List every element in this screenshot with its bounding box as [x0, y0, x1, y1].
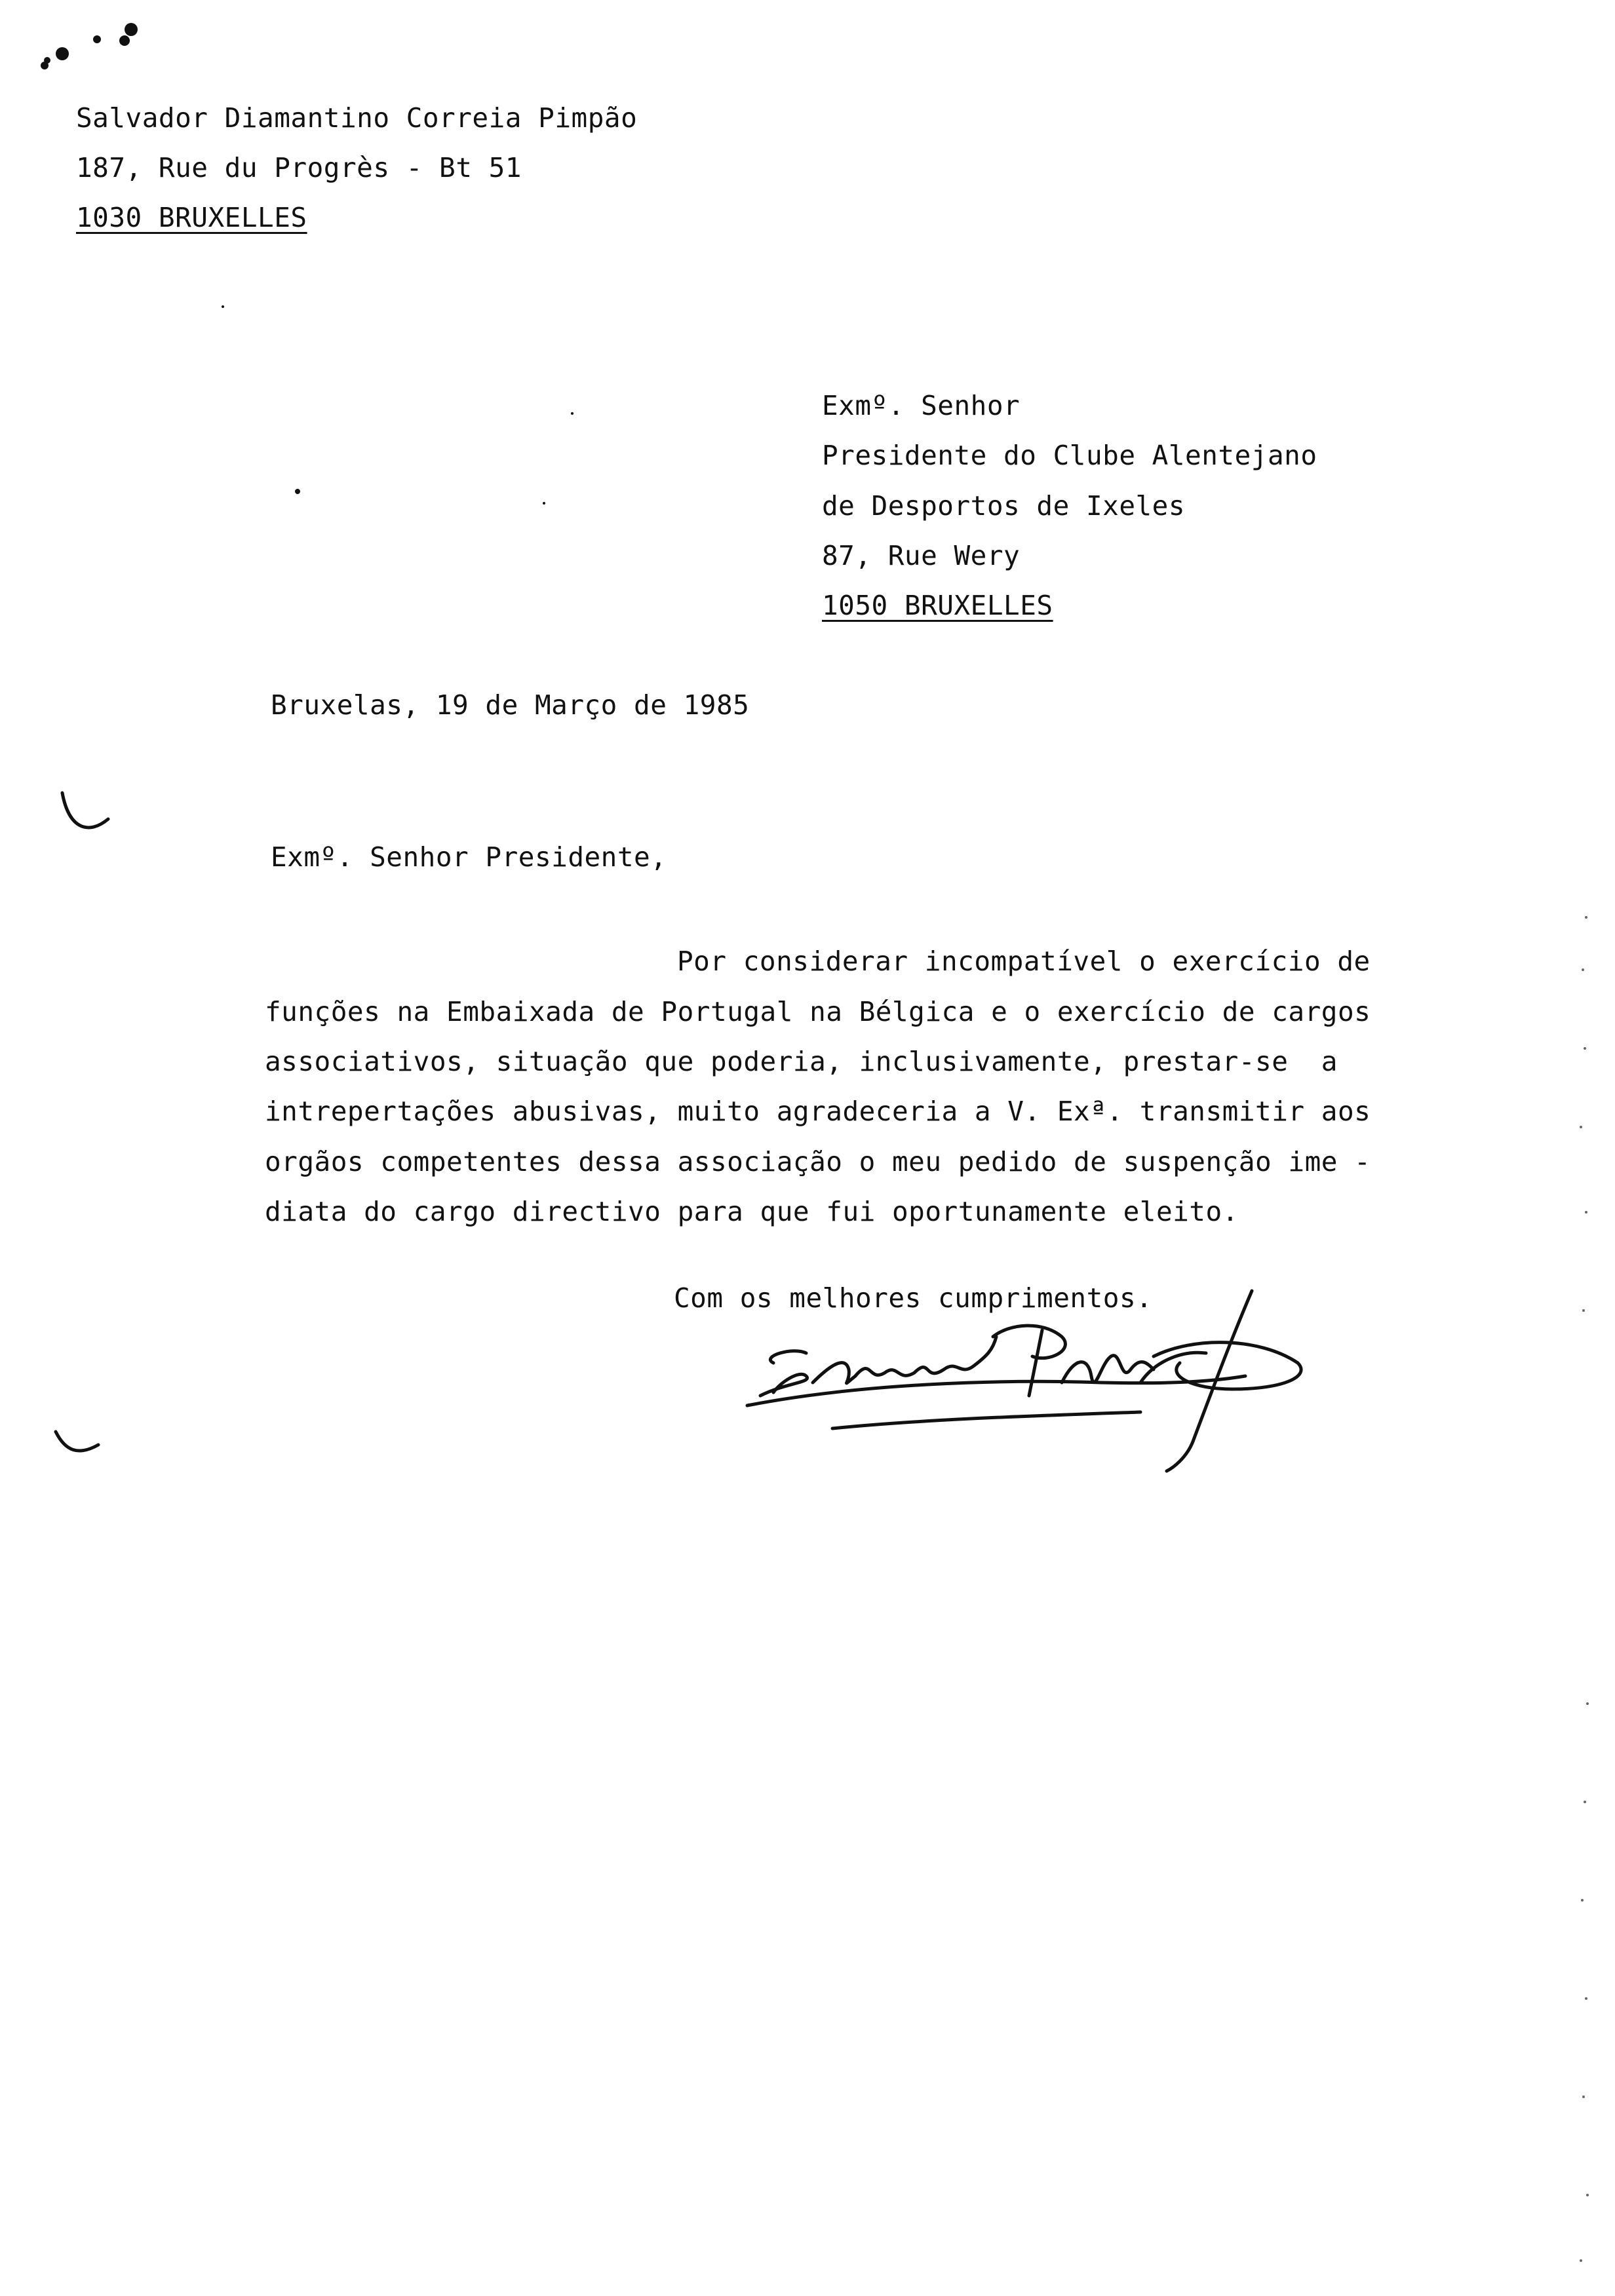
body-line: funções na Embaixada de Portugal na Bélgica e o exercício de cargos — [265, 996, 1371, 1027]
recipient-line1: Presidente do Clube Alentejano — [822, 440, 1317, 471]
body-line: Por considerar incompatível o exercício de — [677, 946, 1371, 977]
sender-name: Salvador Diamantino Correia Pimpão — [76, 102, 638, 134]
date-line: Bruxelas, 19 de Março de 1985 — [271, 689, 750, 721]
body-line: orgãos competentes dessa associação o meu pedido de suspenção ime - — [265, 1146, 1371, 1177]
recipient-salutation: Exmº. Senhor — [822, 390, 1021, 421]
recipient-city: 1050 BRUXELLES — [822, 590, 1053, 621]
sender-street: 187, Rue du Progrès - Bt 51 — [76, 152, 522, 183]
sender-city: 1030 BRUXELLES — [76, 202, 307, 233]
body-line: diata do cargo directivo para que fui oportunamente eleito. — [265, 1196, 1239, 1227]
salutation: Exmº. Senhor Presidente, — [271, 841, 667, 873]
recipient-line2: de Desportos de Ixeles — [822, 490, 1186, 522]
body-line: associativos, situação que poderia, inclusivamente, prestar-se a — [265, 1046, 1338, 1077]
closing: Com os melhores cumprimentos. — [674, 1282, 1153, 1314]
body-line: intrepertações abusivas, muito agradeceria a V. Exª. transmitir aos — [265, 1096, 1371, 1127]
signature-icon — [734, 1284, 1324, 1481]
recipient-street: 87, Rue Wery — [822, 540, 1021, 571]
